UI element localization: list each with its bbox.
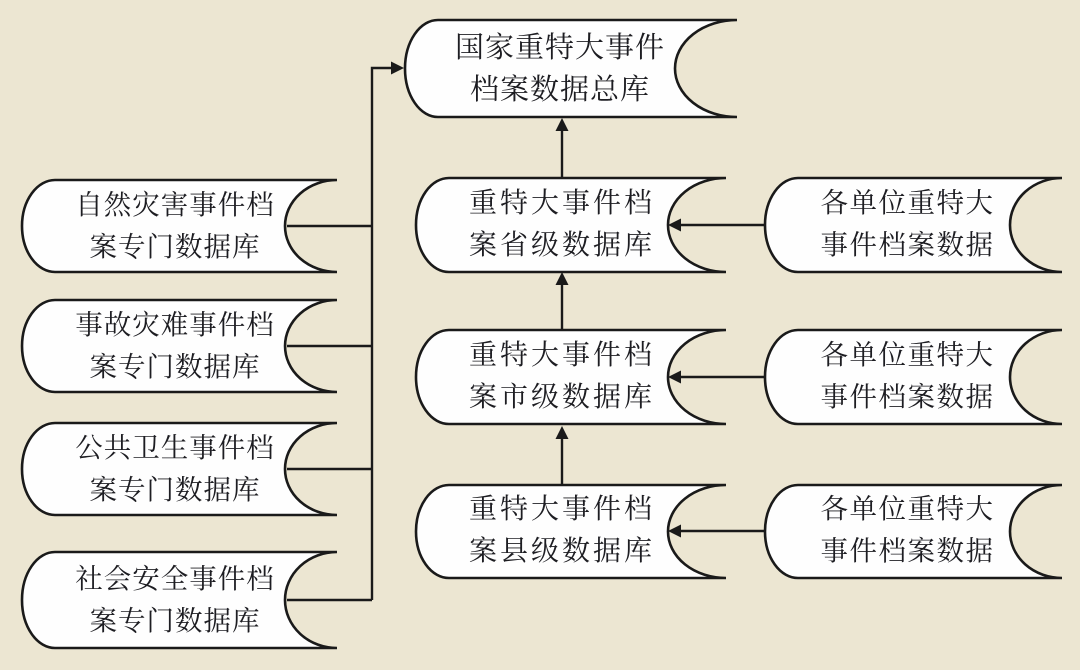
node-unit-county-line1: 各单位重特大 bbox=[820, 493, 995, 524]
node-social-security-label bbox=[60, 556, 290, 644]
node-public-health-label bbox=[60, 425, 290, 513]
link-trunk-left-to-national bbox=[372, 68, 391, 600]
node-unit-county-label bbox=[800, 486, 1015, 574]
node-provincial-line2: 案省级数据库 bbox=[468, 230, 655, 261]
arrowhead-into-national-bottom bbox=[556, 118, 569, 131]
arrowhead-into-provincial bbox=[556, 272, 569, 285]
node-provincial-line1: 重特大事件档 bbox=[468, 188, 655, 219]
node-natural-disaster-label bbox=[60, 182, 290, 270]
node-unit-provincial-line2: 事件档案数据 bbox=[820, 229, 995, 260]
node-municipal-line2: 案市级数据库 bbox=[468, 382, 655, 413]
node-county-label bbox=[452, 486, 672, 576]
node-unit-provincial-line1: 各单位重特大 bbox=[820, 187, 995, 218]
arrowhead-into-municipal bbox=[556, 426, 569, 439]
node-natural-disaster-line2: 案专门数据库 bbox=[89, 231, 261, 262]
node-unit-county-line2: 事件档案数据 bbox=[820, 535, 995, 566]
node-municipal-label bbox=[452, 332, 672, 422]
node-accident-disaster-line1: 事故灾难事件档 bbox=[75, 309, 275, 340]
node-social-security-line2: 案专门数据库 bbox=[89, 605, 261, 636]
node-unit-municipal-line1: 各单位重特大 bbox=[820, 339, 995, 370]
node-national-line1: 国家重特大事件 bbox=[454, 32, 665, 64]
node-unit-provincial-label bbox=[800, 180, 1015, 268]
node-county-line1: 重特大事件档 bbox=[468, 494, 655, 525]
arrowhead-into-national-left bbox=[391, 62, 404, 75]
node-provincial-label bbox=[452, 180, 672, 270]
node-accident-disaster-line2: 案专门数据库 bbox=[89, 351, 261, 382]
node-national-line2: 档案数据总库 bbox=[469, 74, 650, 106]
node-unit-municipal-line2: 事件档案数据 bbox=[820, 381, 995, 412]
node-national-label bbox=[440, 22, 680, 116]
node-county-line2: 案县级数据库 bbox=[468, 536, 655, 567]
node-public-health-line1: 公共卫生事件档 bbox=[75, 432, 275, 463]
node-municipal-line1: 重特大事件档 bbox=[468, 340, 655, 371]
node-social-security-line1: 社会安全事件档 bbox=[75, 563, 275, 594]
node-unit-municipal-label bbox=[800, 332, 1015, 420]
node-natural-disaster-line1: 自然灾害事件档 bbox=[75, 189, 275, 220]
node-accident-disaster-label bbox=[60, 302, 290, 390]
node-public-health-line2: 案专门数据库 bbox=[89, 474, 261, 505]
